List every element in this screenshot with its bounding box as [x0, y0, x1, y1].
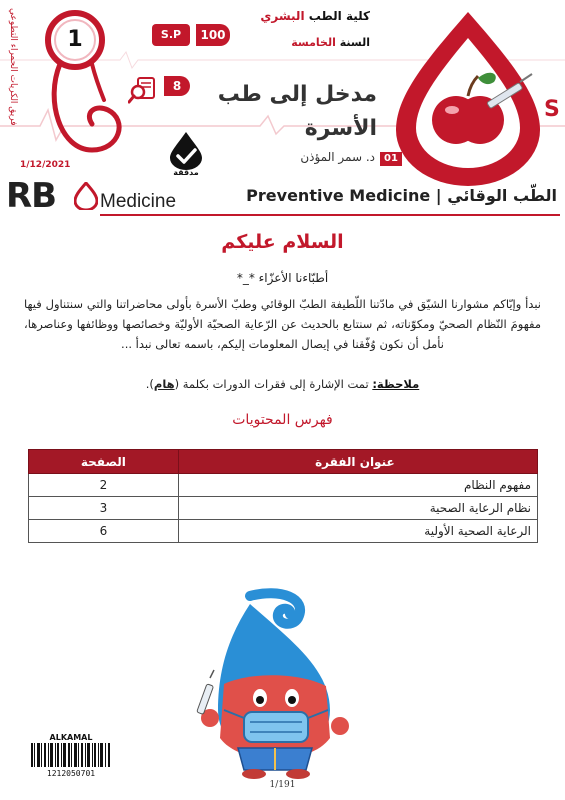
doctor-name: د. سمر المؤذن [300, 150, 375, 164]
note-end: ). [145, 377, 154, 391]
barcode-number: 1212050701 [46, 769, 96, 778]
salutation: أطبّاءنا الأعزّاء *_* [236, 271, 329, 285]
faculty-prefix: كلية الطب [308, 9, 370, 23]
search-document-icon [128, 72, 160, 104]
barcode [30, 733, 112, 783]
toc-header-row [29, 450, 538, 474]
note-keyword: هام [153, 377, 175, 391]
apple-drop-logo [390, 8, 560, 186]
lecture-header [0, 0, 565, 222]
note-line [0, 377, 565, 391]
toc-item-title: الرعاية الصحية الأولية [178, 520, 537, 543]
sp-value: 100 [196, 24, 230, 46]
toc-table [28, 449, 538, 543]
lecture-badge: 01 [380, 152, 402, 166]
faculty-name [260, 9, 370, 23]
table-row[interactable] [29, 474, 538, 497]
toc-item-page: 6 [29, 520, 179, 543]
study-year [291, 36, 370, 49]
logo-drop-icon [74, 182, 98, 210]
table-row[interactable] [29, 497, 538, 520]
toc-item-title: مفهوم النظام [178, 474, 537, 497]
table-row[interactable] [29, 520, 538, 543]
toc-col-page: الصفحة [29, 450, 179, 474]
toc-title: فهرس المحتويات [232, 412, 333, 428]
barcode-label: ALKAMAL [49, 733, 93, 742]
header-divider [100, 214, 560, 216]
blood-drop-mascot [180, 588, 380, 780]
subject-title: Preventive Medicine | الطّب الوقائي [246, 186, 557, 205]
sp-label: S.P [152, 24, 190, 46]
year-highlight: الخامسة [291, 36, 336, 49]
faculty-highlight: البشري [260, 9, 305, 23]
page-number: 1/191 [269, 780, 296, 790]
team-name-vertical: فريق الكريات الحمراء التطوعي [8, 8, 18, 126]
note-text: تمت الإشارة إلى فقرات الدورات بكلمة ( [174, 377, 373, 391]
toc-item-page: 2 [29, 474, 179, 497]
lecture-title-line2: الأسرة [304, 116, 377, 141]
lecture-title-line1: مدخل إلى طب [217, 82, 377, 107]
logo-letters: RB [6, 176, 57, 216]
logo-word: Medicine [100, 191, 177, 212]
toc-item-page: 3 [29, 497, 179, 520]
lecture-date: 1/12/2021 [20, 160, 71, 170]
year-prefix: السنة [339, 36, 370, 49]
verified-label: مدققة [173, 168, 199, 177]
lecture-number: 1 [67, 27, 83, 52]
toc-item-title: نظام الرعاية الصحية [178, 497, 537, 520]
drop-letter: S [544, 97, 560, 122]
pages-count: 8 [164, 76, 190, 96]
toc-col-title: عنوان الفقرة [178, 450, 537, 474]
note-label: ملاحظة: [372, 377, 420, 391]
greeting-heading: السلام عليكم [221, 231, 344, 253]
barcode-bars [30, 743, 112, 767]
intro-paragraph: نبدأ وإيّاكم مشوارنا الشيّق في مادّتنا اللّطيفة الطبّ الوقائي وطبّ الأسرة بأولى محاضراتنا والتي سنتناول فيها مفهومَ النّظام الصحيّ ومكوّناته، ثم سنتابع بالحديث عن الرّعاية الصحيّة الأوليّة وخصائصها ووظائفها وعناصرها، نأمل أن نكون وُفّقنا في إيصال المعلومات إليكم، باسمه تعالى نبدأ ... [24, 297, 541, 351]
